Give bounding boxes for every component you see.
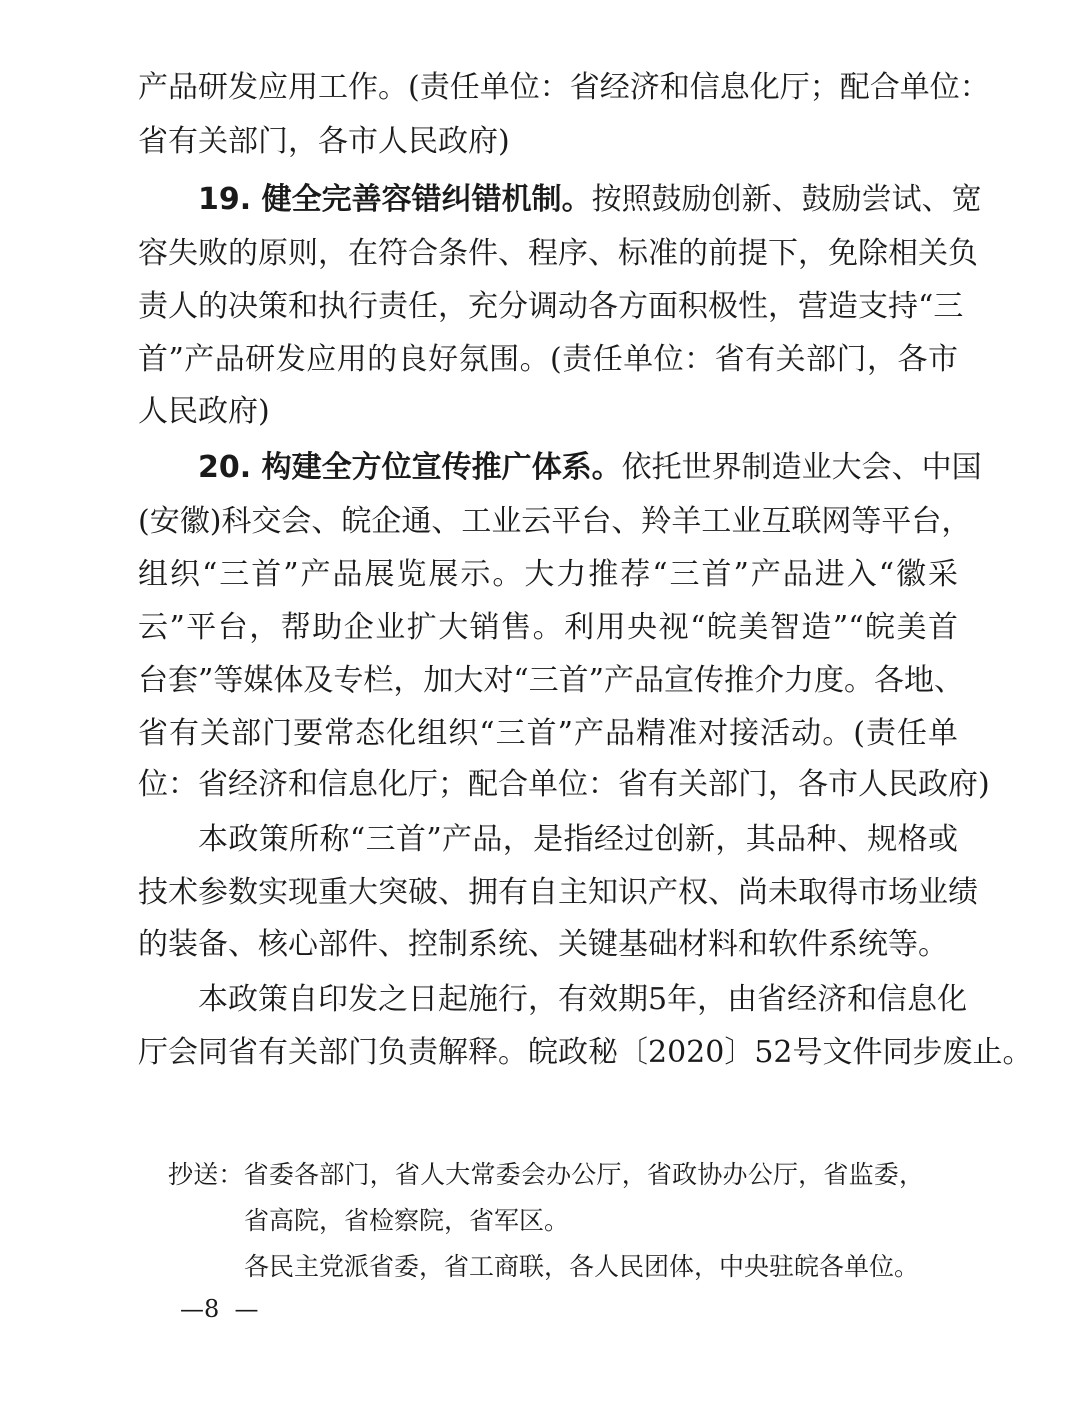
body-text-line: 位：省经济和信息化厅；配合单位：省有关部门，各市人民政府) (138, 767, 990, 802)
body-text-line: 首”产品研发应用的良好氛围。(责任单位：省有关部门，各市 (138, 342, 958, 377)
body-text-line: 本政策自印发之日起施行，有效期5年，由省经济和信息化 (198, 982, 968, 1017)
item-20-text: 依托世界制造业大会、中国 (621, 450, 982, 485)
body-text-line: 台套”等媒体及专栏，加大对“三首”产品宣传推介力度。各地、 (138, 663, 965, 698)
item-19-text: 按照鼓励创新、鼓励尝试、宽 (591, 182, 982, 217)
body-text-line: 人民政府) (138, 394, 270, 429)
body-text-line: 省有关部门要常态化组织“三首”产品精准对接活动。(责任单 (138, 716, 958, 751)
item-19-heading: 19. 健全完善容错纠错机制。 (198, 182, 592, 217)
item-20-heading: 20. 构建全方位宣传推广体系。 (198, 450, 622, 485)
cc-line: 省高院，省检察院，省军区。 (244, 1206, 570, 1235)
body-text-line: 本政策所称“三首”产品，是指经过创新，其品种、规格或 (198, 822, 958, 857)
cc-line: 抄送：省委各部门，省人大常委会办公厅，省政协办公厅，省监委， (168, 1160, 924, 1189)
page-number: —8 — (180, 1295, 259, 1323)
body-text-line: (安徽)科交会、皖企通、工业云平台、羚羊工业互联网等平台， (138, 504, 972, 539)
cc-line: 各民主党派省委，省工商联，各人民团体，中央驻皖各单位。 (244, 1252, 920, 1281)
item-19-first-line (198, 180, 982, 220)
body-text-line: 厅会同省有关部门负责解释。皖政秘〔2020〕52号文件同步废止。 (138, 1035, 1033, 1070)
body-text-line: 省有关部门，各市人民政府) (138, 124, 510, 159)
body-text-line: 容失败的原则，在符合条件、程序、标准的前提下，免除相关负 (138, 236, 978, 271)
body-text-line: 责人的决策和执行责任，充分调动各方面积极性，营造支持“三 (138, 289, 964, 324)
body-text-line: 技术参数实现重大突破、拥有自主知识产权、尚未取得市场业绩 (138, 875, 978, 910)
body-text-line: 组织“三首”产品展览展示。大力推荐“三首”产品进入“徽采 (138, 557, 958, 592)
item-20-first-line (198, 448, 982, 488)
body-text-line: 产品研发应用工作。(责任单位：省经济和信息化厅；配合单位： (138, 70, 990, 105)
body-text-line: 云”平台，帮助企业扩大销售。利用央视“皖美智造”“皖美首 (138, 610, 958, 645)
body-text-line: 的装备、核心部件、控制系统、关键基础材料和软件系统等。 (138, 927, 948, 962)
